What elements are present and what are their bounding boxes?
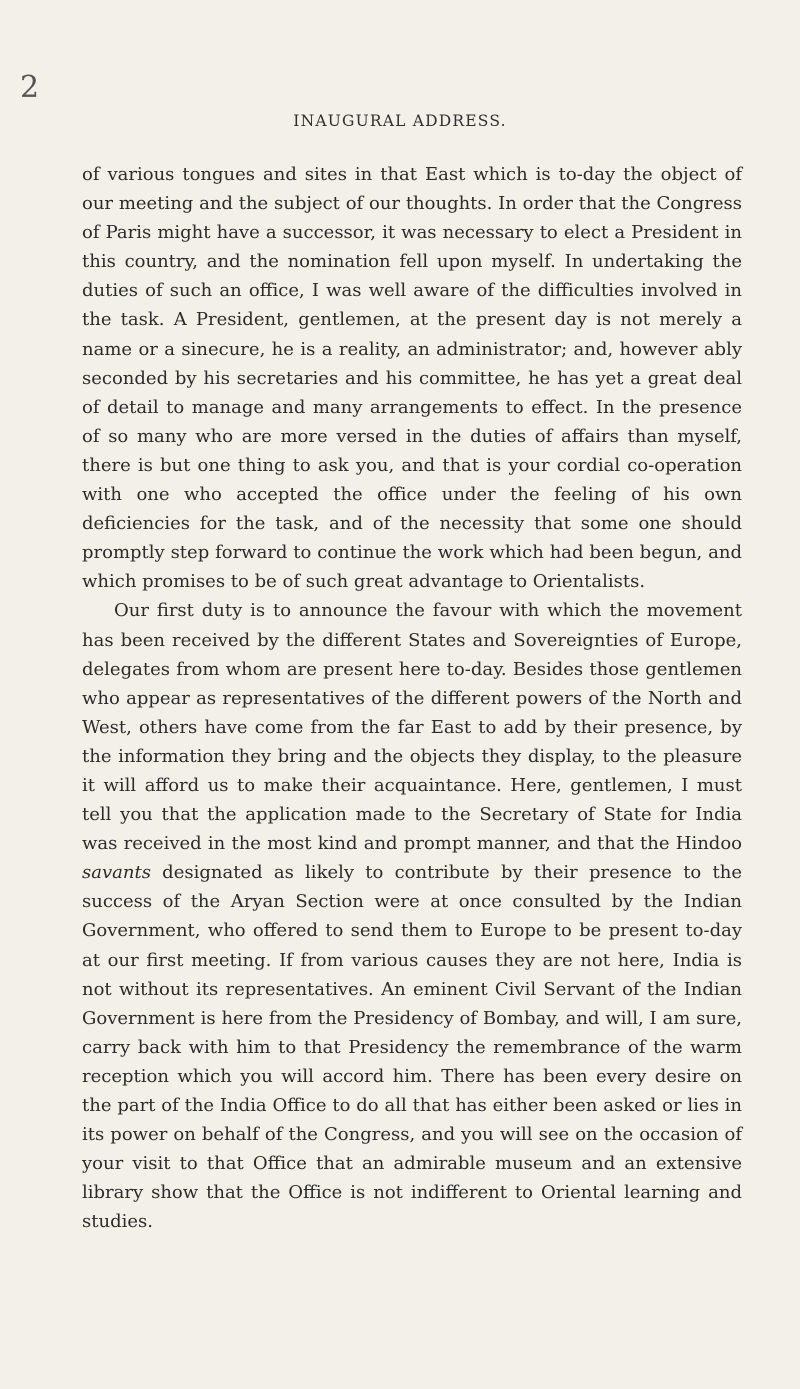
- paragraph-2-part-1: Our first duty is to announce the favour with which the movement has been received by the different States and Sovereignties of Europe, delegates from whom are present here to-day. Besides those gentlemen who appear as representatives of the different powers of the North and West, others have come from the far East to add by their presence, by the information they bring and the objects they display, to the pleasure it will afford us to make their acquaintance. Here, gentlemen, I must tell you that the application made to the Secretary of State for India was received in the most kind and prompt manner, and that the Hindoo: [82, 600, 742, 855]
- italic-term: savants: [82, 862, 151, 884]
- paragraph-2: [82, 596, 742, 1236]
- paragraph-1: of various tongues and sites in that East which is to-day the object of our meeting and the subject of our thoughts. In order that the Congress of Paris might have a successor, it was necessary to elect a President in this country, and the nomination fell upon myself. In undertaking the duties of such an office, I was well aware of the difficulties involved in the task. A President, gentlemen, at the present day is not merely a name or a sinecure, he is a reality, an administrator; and, however ably seconded by his secretaries and his committee, he has yet a great deal of detail to manage and many arrangements to effect. In the presence of so many who are more versed in the duties of affairs than myself, there is but one thing to ask you, and that is your cordial co-operation with one who accepted the office under the feeling of his own deficiencies for the task, and of the necessity that some one should promptly step forward to continue the work which had been begun, and which promises to be of such great advantage to Orientalists.: [82, 164, 742, 593]
- paragraph-2-part-2: designated as likely to contribute by their presence to the success of the Aryan Section were at once consulted by the Indian Government, who offered to send them to Europe to be present to-day at our first meeting. If from various causes they are not here, India is not without its representatives. An eminent Civil Servant of the Indian Government is here from the Presidency of Bombay, and will, I am sure, carry back with him to that Presidency the remembrance of the warm reception which you will accord him. There has been every desire on the part of the India Office to do all that has either been asked or lies in its power on behalf of the Congress, and you will see on the occasion of your visit to that Office that an admirable museum and an extensive library show that the Office is not indifferent to Oriental learning and studies.: [82, 862, 742, 1233]
- body-text: [82, 160, 742, 1236]
- running-head: INAUGURAL ADDRESS.: [293, 112, 507, 130]
- page-number: 2: [20, 70, 40, 105]
